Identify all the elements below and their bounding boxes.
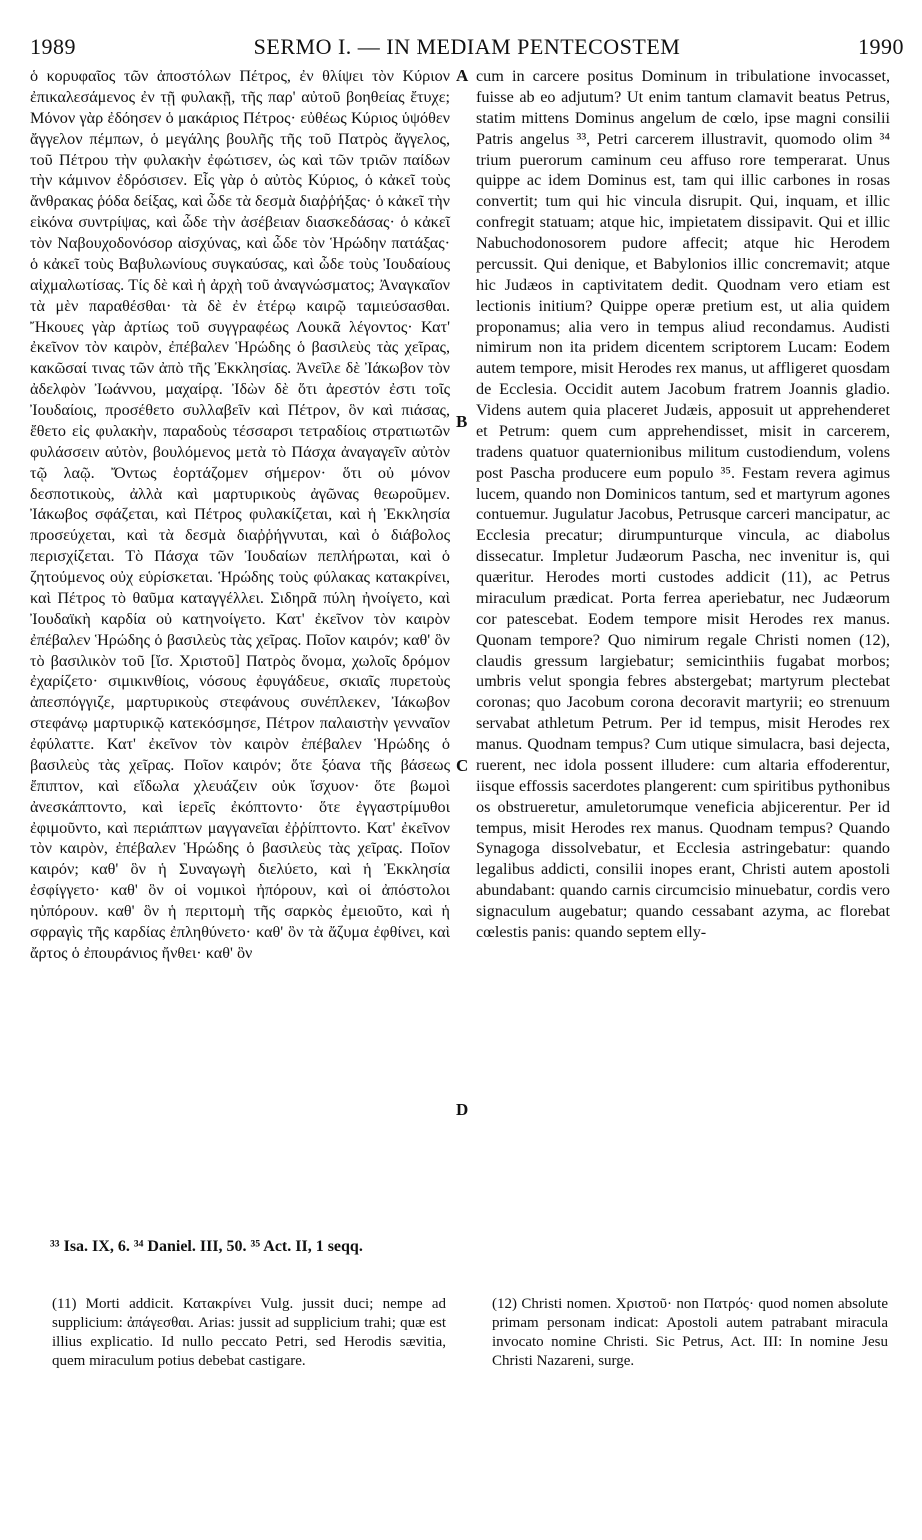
latin-text: cum in carcere positus Dominum in tribulatione invocasset, fuisse ab eo adjutum? Ut enim tantum clamavit beatus Petrus, statim mittens Dominus angelum de cœlo, ipse magni consilii Patris angelus ³³, Petri carcerem illustravit, quomodo olim ³⁴ trium puerorum caminum ceu affuso rore temperarat. Unus quippe ac idem Dominus est, tam qui illic carbones in rosas convertit; tum qui hic vincula disrupit. Qui, inquam, et illic confregit statuam; atque hic, impietatem dissipavit. Qui et illic Nabuchodonosorem pudore affecit; atque hic Herodem percussit. Qui denique, et Babylonios illic concremavit; atque hic Judæos in captivitatem dedit. Quodnam vero etiam est lectionis initium? Quippe operæ pretium est, ut alia quidem proponamus; alia vero in tempus aliud recondamus. Audisti nimirum non ita pridem dicentem scriptorem Lucam: Eodem autem tempore, misit Herodes rex manus, ut affligeret quosdam de Ecclesia. Occidit autem Jacobum fratrem Joannis gladio. Videns autem quia placeret Judæis, apposuit ut apprehenderet et Petrum: quem cum apprehendisset, misit in carcerem, tradens quatuor quaternionibus militum custodiendum, volens post Pascha producere eum populo ³⁵. Festam revera agimus lucem, quando non Dominicos tantum, sed et martyrum agones contuemur. Jugulatur Jacobus, Petrusque carceri mancipatur, ac Ecclesia precatur; dirumpunturque vincula, ac diabolus dissecatur. Impletur Judæorum Pascha, nec invenitur is, qui quæritur. Herodes morti custodes addicit (11), ac Petrus miraculum prædicat. Porta ferrea aperiebatur, nec Judæorum cor patescebat. Eodem tempore misit Herodes rex manus. Quonam tempore? Quo nimirum regale Christi nomen (12), claudis gressum largiebatur; semicinthiis fugabat morbos; umbris velut spongia febres abstergebat; martyrum plectebat coronas; quo Jacobum corona decoravit martyrii; eo strenuum servabat athletum Petrum. Per id tempus, misit Herodes rex manus. Quodnam tempus? Cum utique simulacra, basi dejecta, ruerent, nec idola possent illudere: cum altaria effoderentur, iisque effossis sacerdotes plangerent: cum spiritibus pythonibus os obstrueretur, amuletorumque veneficia abjicerentur. Per id tempus, misit Herodes rex manus. Quodnam tempus? Quando Synagoga dissolvebatur, et Ecclesia astringebatur: quando legalibus addicti, consilii inopes erant, Christi autem apostoli abundabant: quando carnis circumcisio minuebatur, cordis vero signaculum augebatur; quando cessabant azyma, ac florebat cœlestis panis: quando septem elly- [476,67,890,941]
greek-text: ὁ κορυφαῖος τῶν ἀποστόλων Πέτρος, ἐν θλίψει τὸν Κύριον ἐπικαλεσάμενος ἐν τῇ φυλακῇ, τῆς παρ' αὐτοῦ βοηθείας ἔτυχε; Μόνον γὰρ ἐδόησεν ὁ μακάριος Πέτρος· εὐθέως Κύριος ὑψόθεν ἄγγελον πέμπων, ὁ μεγάλης βουλῆς τῆς τοῦ Πατρὸς ἄγγελος, τοῦ Πέτρου τὴν φυλακὴν ἐφώτισεν, ὡς καὶ τῶν τριῶν παίδων τὴν κάμινον ἐδρόσισεν. Εἷς γὰρ ὁ αὐτὸς Κύριος, ὁ κἀκεῖ τοὺς ἄνθρακας ῥόδα δείξας, καὶ ὧδε τὰ δεσμὰ διαῤῥήξας· ὁ κἀκεῖ τὴν εἰκόνα συντρίψας, καὶ ὧδε τὴν ἀσέβειαν διασκεδάσας· ὁ κἀκεῖ τὸν Ναβουχοδονόσορ αἰσχύνας, καὶ ὧδε τὸν Ἡρώδην πατάξας· ὁ κἀκεῖ τοὺς Βαβυλωνίους συγκαύσας, καὶ ὧδε τοὺς Ἰουδαίους αἰχμαλωτίσας. Τίς δὲ καὶ ἡ ἀρχὴ τοῦ ἀναγνώσματος; Ἀναγκαῖον τὰ μὲν παραθέσθαι· τὰ δὲ ἐν ἑτέρῳ καιρῷ ταμιεύσασθαι. Ἤκουες γὰρ ἀρτίως τοῦ συγγραφέως Λουκᾶ λέγοντος· Κατ' ἐκεῖνον τὸν καιρὸν, ἐπέβαλεν Ἡρώδης ὁ βασιλεὺς τὰς χεῖρας, κακῶσαί τινας τῶν ἀπὸ τῆς Ἐκκλησίας. Ἀνεῖλε δὲ Ἰάκωβον τὸν ἀδελφὸν Ἰωάννου, μαχαίρᾳ. Ἰδὼν δὲ ὅτι ἀρεστόν ἐστι τοῖς Ἰουδαίοις, προσέθετο συλλαβεῖν καὶ Πέτρον, ὃν καὶ πιάσας, ἔθετο εἰς φυλακὴν, παραδοὺς τέσσαρσι τετραδίοις στρατιωτῶν φυλάσσειν αὐτὸν, βουλόμενος μετὰ τὸ Πάσχα ἀναγαγεῖν αὐτὸν τῷ λαῷ. Ὄντως ἑορτάζομεν σήμερον· ὅτι οὐ μόνον δεσποτικοὺς, ἀλλὰ καὶ μαρτυρικοὺς ἀγῶνας θεωροῦμεν. Ἰάκωβος σφάζεται, καὶ Πέτρος φυλακίζεται, καὶ ἡ Ἐκκλησία προσεύχεται, καὶ τὰ δεσμὰ διαῤῥήγνυται, καὶ ὁ διάβολος περισχίζεται. Τὸ Πάσχα τῶν Ἰουδαίων πεπλήρωται, καὶ ὁ ζητούμενος οὐχ εὑρίσκεται. Ἡρώδης τοὺς φύλακας κατακρίνει, καὶ Πέτρος τὸ θαῦμα καταγγέλλει. Σιδηρᾶ πύλη ἠνοίγετο, καὶ Ἰουδαϊκὴ καρδία οὐ κατηνοίγετο. Κατ' ἐκεῖνον τὸν καιρὸν ἐπέβαλεν Ἡρώδης ὁ βασιλεὺς τὰς χεῖρας. Ποῖον καιρόν; καθ' ὃν τὸ βασιλικὸν τοῦ [ἴσ. Χριστοῦ] Πατρὸς ὄνομα, χωλοῖς δρόμον ἐχαρίζετο· σιμικινθίοις, νόσους ἐφυγάδευε, σκιαῖς πυρετοὺς ἀπεσπόγγιζε, μαρτυρικοὺς στεφάνους συνέπλεκεν, Ἰάκωβον στεφάνῳ μαρτυρικῷ κατεκόσμησε, Πέτρον παλαιστὴν γενναῖον ἐφύλαττε. Κατ' ἐκεῖνον τὸν καιρὸν ἐπέβαλεν Ἡρώδης ὁ βασιλεὺς τὰς χεῖρας. Ποῖον καιρόν; ὅτε ξόανα τῆς βάσεως ἔπιπτον, καὶ εἴδωλα χλευάζειν οὐκ ἴσχυον· ὅτε βωμοὶ ἀνεσκάπτοντο, καὶ ἱερεῖς ἐκόπτοντο· ὅτε ἐγγαστρίμυθοι ἐφιμοῦντο, καὶ περιάπτων μαγγανεῖαι ἐῤῥίπτοντο. Κατ' ἐκεῖνον τὸν καιρὸν, ἐπέβαλεν Ἡρώδης ὁ βασιλεὺς τὰς χεῖρας. Ποῖον καιρόν; καθ' ὃν ἡ Συναγωγὴ διελύετο, καὶ ἡ Ἐκκλησία ἐσφίγγετο· καθ' ὃν οἱ νομικοὶ ἠπόρουν, καὶ οἱ ἀπόστολοι ηὐπόρουν. καθ' ὃν ἡ περιτομὴ τῆς σαρκὸς ἐμειοῦτο, καὶ ἡ σφραγὶς τῆς καρδίας ἐπληθύνετο· καθ' ὃν τὰ ἄζυμα ἐφθίνει, καὶ ἄρτος ὁ ἐπουράνιος ἤνθει· καθ' ὃν [30,67,450,962]
page-number-left: 1989 [30,34,76,59]
margin-marker-c: C [456,756,469,775]
note-12-text: (12) Christi nomen. Χριστοῦ· non Πατρός· quod nomen absolute primam personam indicat: Apostoli autem patrabant miracula invocato nomine Christi. Sic Petrus, Act. III: In nomine Jesu Christi Nazareni, surge. [492,1296,888,1369]
footnote-references: ³³ Isa. IX, 6. ³⁴ Daniel. III, 50. ³⁵ Act. II, 1 seqq. [50,1238,363,1255]
margin-marker-d: D [456,1100,469,1119]
note-11-text: (11) Morti addicit. Κατακρίνει Vulg. jussit duci; nempe ad supplicium: ἀπάγεσθαι. Arias: jussit ad supplicium trahi; quæ est illius explicatio. Id nullo peccato Petri, sed Herodis sævitia, quem miraculum potius debebat castigare. [52,1296,446,1369]
greek-text-column [30,66,450,964]
margin-marker-a: A [456,66,469,85]
page-title: SERMO I. — IN MEDIAM PENTECOSTEM [253,34,681,59]
latin-text-column [476,66,890,943]
note-11 [52,1295,446,1371]
running-header [30,34,904,64]
note-12 [492,1295,888,1371]
page-number-right: 1990 [858,34,904,59]
margin-marker-b: B [456,412,468,431]
